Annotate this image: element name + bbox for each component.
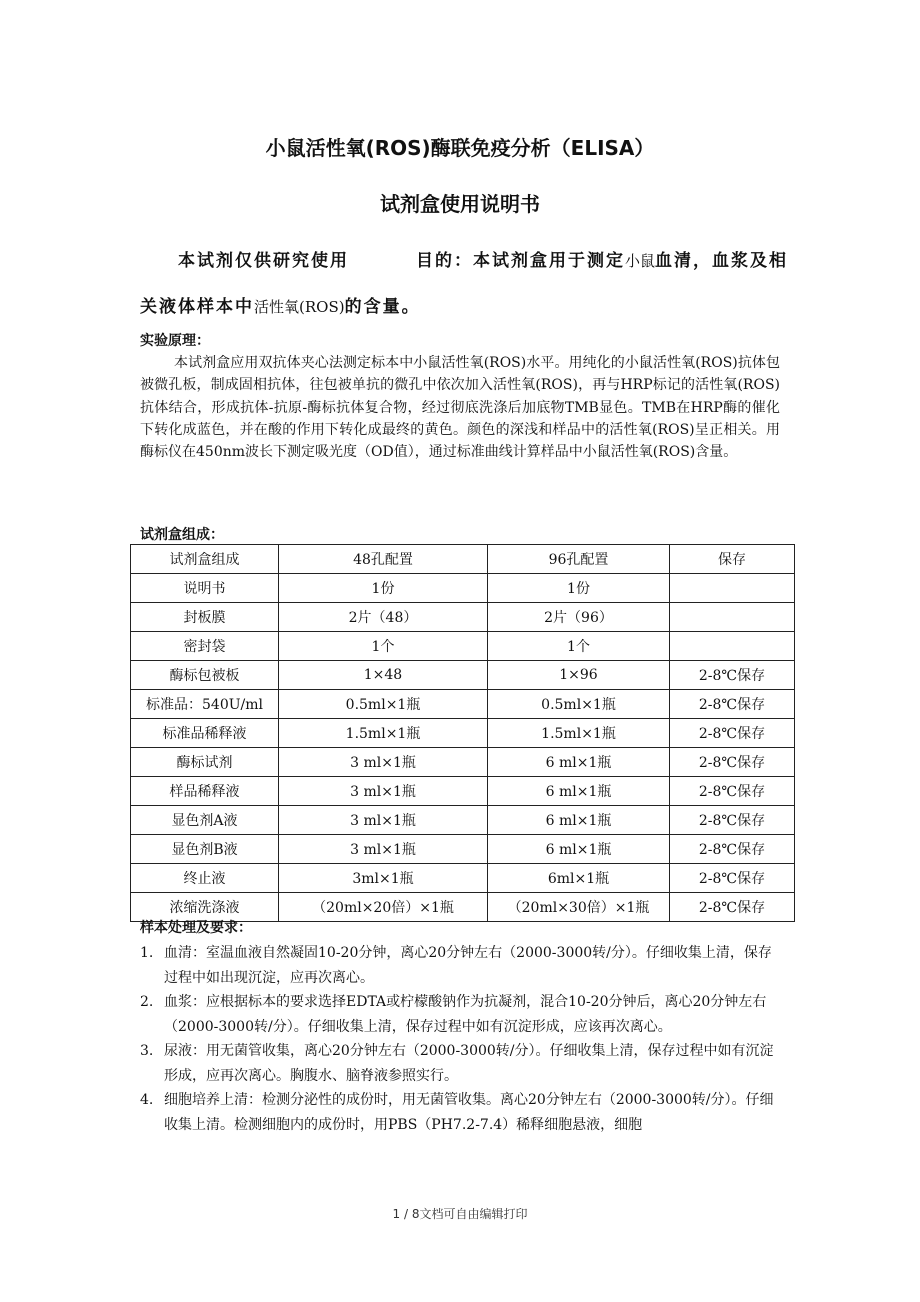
table-cell: 1.5ml×1瓶 [279, 719, 488, 748]
table-cell: 3ml×1瓶 [279, 864, 488, 893]
table-cell: 2片（48） [279, 603, 488, 632]
sample-requirements-list [140, 941, 783, 1137]
table-cell: 6 ml×1瓶 [488, 777, 670, 806]
table-row [131, 835, 795, 864]
table-row [131, 806, 795, 835]
table-cell: 样品稀释液 [131, 777, 279, 806]
table-cell: 酶标包被板 [131, 661, 279, 690]
table-row [131, 777, 795, 806]
table-cell: 3 ml×1瓶 [279, 806, 488, 835]
table-cell: 2-8℃保存 [670, 864, 795, 893]
sample-heading: 样本处理及要求： [140, 920, 252, 936]
table-cell: 2-8℃保存 [670, 748, 795, 777]
table-row [131, 864, 795, 893]
table-cell: 标准品稀释液 [131, 719, 279, 748]
table-cell: 6 ml×1瓶 [488, 806, 670, 835]
table-row [131, 603, 795, 632]
list-item [140, 1088, 783, 1137]
table-cell: 2-8℃保存 [670, 777, 795, 806]
table-cell: 浓缩洗涤液 [131, 893, 279, 922]
list-item [140, 1039, 783, 1088]
list-item-number: 2. [140, 994, 154, 1010]
table-cell: 终止液 [131, 864, 279, 893]
list-item [140, 990, 783, 1039]
purpose-text-f: 的含量。 [344, 297, 421, 317]
table-cell: 1×48 [279, 661, 488, 690]
table-cell: 1份 [488, 574, 670, 603]
table-cell: 封板膜 [131, 603, 279, 632]
table-cell: 1个 [488, 632, 670, 661]
table-cell [670, 603, 795, 632]
purpose-text-e: 活性氧(ROS) [254, 298, 345, 316]
table-row [131, 719, 795, 748]
table-cell: 6 ml×1瓶 [488, 835, 670, 864]
table-row [131, 632, 795, 661]
purpose-statement-cont [140, 292, 421, 317]
research-use-notice: 本试剂仅供研究使用 [178, 251, 349, 271]
table-cell: 6ml×1瓶 [488, 864, 670, 893]
table-cell: 1×96 [488, 661, 670, 690]
kit-composition-table [130, 544, 795, 922]
table-cell [670, 632, 795, 661]
document-title: 小鼠活性氧(ROS)酶联免疫分析（ELISA） [265, 136, 655, 160]
purpose-text-b: 小鼠 [625, 252, 656, 270]
page-footer: 1 / 8文档可自由编辑打印 [392, 1207, 528, 1221]
table-cell: 6 ml×1瓶 [488, 748, 670, 777]
table-header-row [131, 545, 795, 574]
table-header-cell: 96孔配置 [488, 545, 670, 574]
purpose-statement [416, 246, 789, 271]
list-item-number: 3. [140, 1043, 154, 1059]
list-item-text: 尿液：用无菌管收集，离心20分钟左右（2000-3000转/分）。仔细收集上清，保存过程中如有沉淀形成，应再次离心。胸腹水、脑脊液参照实行。 [164, 1043, 774, 1084]
document-subtitle: 试剂盒使用说明书 [380, 192, 540, 216]
table-cell: 标准品：540U/ml [131, 690, 279, 719]
table-row [131, 661, 795, 690]
table-cell: 2-8℃保存 [670, 835, 795, 864]
table-cell: 显色剂B液 [131, 835, 279, 864]
table-cell: 密封袋 [131, 632, 279, 661]
table-cell: 2-8℃保存 [670, 806, 795, 835]
table-cell: 2片（96） [488, 603, 670, 632]
table-cell: 3 ml×1瓶 [279, 777, 488, 806]
table-cell: 1份 [279, 574, 488, 603]
table-row [131, 748, 795, 777]
list-item-text: 血浆：应根据标本的要求选择EDTA或柠檬酸钠作为抗凝剂，混合10-20分钟后，离心20分钟左右（2000-3000转/分）。仔细收集上清，保存过程中如有沉淀形成，应该再次离心。 [164, 994, 767, 1035]
table-cell [670, 574, 795, 603]
table-cell: 1个 [279, 632, 488, 661]
purpose-text-a: 目的：本试剂盒用于测定 [416, 251, 625, 271]
table-cell: 酶标试剂 [131, 748, 279, 777]
list-item-number: 4. [140, 1092, 154, 1108]
table-cell: 说明书 [131, 574, 279, 603]
table-row [131, 574, 795, 603]
table-header-cell: 试剂盒组成 [131, 545, 279, 574]
table-cell: 2-8℃保存 [670, 719, 795, 748]
purpose-text-d: 关液体样本中 [140, 297, 254, 317]
list-item [140, 941, 783, 990]
table-cell: 0.5ml×1瓶 [279, 690, 488, 719]
table-cell: 0.5ml×1瓶 [488, 690, 670, 719]
table-cell: 2-8℃保存 [670, 690, 795, 719]
table-cell: 3 ml×1瓶 [279, 748, 488, 777]
table-cell: 3 ml×1瓶 [279, 835, 488, 864]
list-item-text: 细胞培养上清：检测分泌性的成份时，用无菌管收集。离心20分钟左右（2000-3000转/分）。仔细收集上清。检测细胞内的成份时，用PBS（PH7.2-7.4）稀释细胞悬液，细胞 [164, 1092, 774, 1133]
table-row [131, 690, 795, 719]
table-cell: （20ml×20倍）×1瓶 [279, 893, 488, 922]
kit-heading: 试剂盒组成： [140, 527, 224, 543]
principle-paragraph: 本试剂盒应用双抗体夹心法测定标本中小鼠活性氧(ROS)水平。用纯化的小鼠活性氧(ROS)抗体包被微孔板，制成固相抗体，往包被单抗的微孔中依次加入活性氧(ROS)，再与HRP标记的活性氧(ROS)抗体结合，形成抗体-抗原-酶标抗体复合物，经过彻底洗涤后加底物TMB显色。TMB在HRP酶的催化下转化成蓝色，并在酸的作用下转化成最终的黄色。颜色的深浅和样品中的活性氧(ROS)呈正相关。用酶标仪在450nm波长下测定吸光度（OD值），通过标准曲线计算样品中小鼠活性氧(ROS)含量。 [140, 355, 780, 461]
table-header-cell: 保存 [670, 545, 795, 574]
list-item-number: 1. [140, 945, 154, 961]
table-cell: 1.5ml×1瓶 [488, 719, 670, 748]
table-cell: 2-8℃保存 [670, 661, 795, 690]
purpose-text-c: 血清，血浆及相 [655, 251, 789, 271]
principle-heading: 实验原理： [140, 333, 210, 349]
table-cell: （20ml×30倍）×1瓶 [488, 893, 670, 922]
list-item-text: 血清：室温血液自然凝固10-20分钟，离心20分钟左右（2000-3000转/分）。仔细收集上清，保存过程中如出现沉淀，应再次离心。 [164, 945, 772, 986]
table-cell: 显色剂A液 [131, 806, 279, 835]
table-header-cell: 48孔配置 [279, 545, 488, 574]
table-cell: 2-8℃保存 [670, 893, 795, 922]
